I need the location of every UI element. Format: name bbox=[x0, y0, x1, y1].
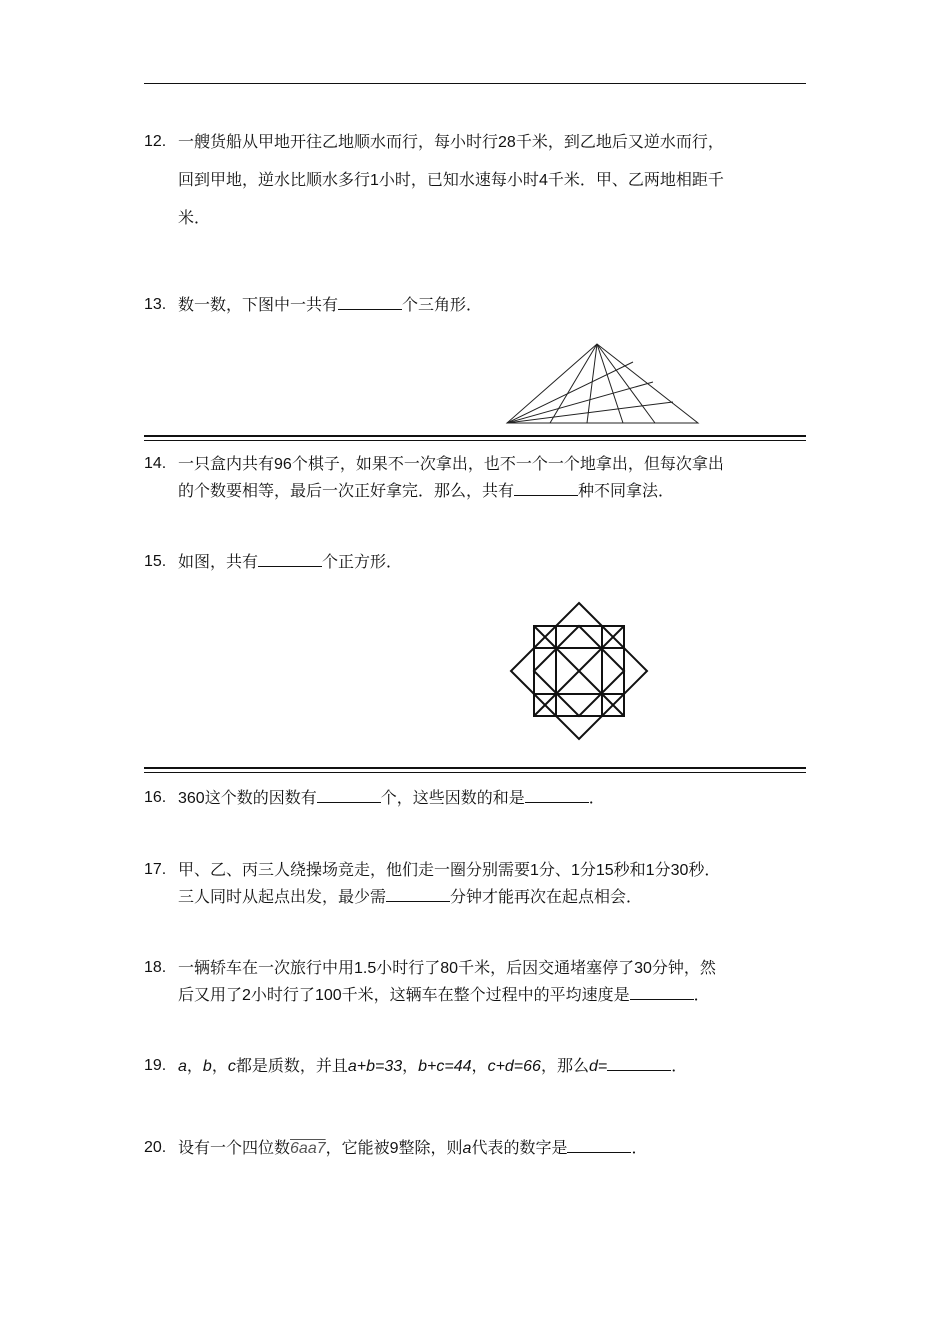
answer-blank[interactable] bbox=[338, 292, 402, 310]
question-20: 20. 设有一个四位数6aa7，它能被9整除，则a代表的数字是 ． bbox=[144, 1135, 814, 1162]
question-number: 16. bbox=[144, 789, 167, 806]
triangle-figure bbox=[505, 340, 701, 426]
question-number: 14. bbox=[144, 455, 167, 472]
question-number: 13. bbox=[144, 296, 167, 313]
answer-blank[interactable] bbox=[514, 478, 578, 496]
question-number: 12. bbox=[144, 133, 167, 150]
question-number: 17. bbox=[144, 861, 167, 878]
question-17: 17. 甲、乙、丙三人绕操场竞走，他们走一圈分别需要1分、1分15秒和1分30秒． 三人同时从起点出发，最少需 分钟才能再次在起点相会． bbox=[144, 857, 814, 910]
answer-blank[interactable] bbox=[607, 1053, 671, 1071]
question-12: 12. 一艘货船从甲地开往乙地顺水而行，每小时行28千米，到乙地后又逆水而行， 回到甲地，逆水比顺水多行1小时，已知水速每小时4千米．甲、乙两地相距千 米． bbox=[144, 123, 814, 236]
answer-blank[interactable] bbox=[258, 549, 322, 567]
question-19: 19. a，b，c都是质数，并且a+b=33，b+c=44，c+d=66，那么d= ． bbox=[144, 1053, 814, 1080]
answer-blank[interactable] bbox=[567, 1135, 631, 1153]
question-number: 20. bbox=[144, 1139, 167, 1156]
question-14: 14. 一只盒内共有96个棋子，如果不一次拿出，也不一个一个地拿出，但每次拿出 的个数要相等，最后一次正好拿完．那么，共有 种不同拿法． bbox=[144, 451, 814, 504]
question-18: 18. 一辆轿车在一次旅行中用1.5小时行了80千米，后因交通堵塞停了30分钟，然 后又用了2小时行了100千米，这辆车在整个过程中的平均速度是 ． bbox=[144, 955, 814, 1009]
section-divider bbox=[144, 435, 806, 441]
top-divider bbox=[144, 83, 806, 84]
question-number: 15. bbox=[144, 553, 167, 570]
question-16: 16. 360这个数的因数有 个，这些因数的和是 ． bbox=[144, 785, 814, 812]
answer-blank[interactable] bbox=[317, 785, 381, 803]
question-number: 18. bbox=[144, 959, 167, 976]
answer-blank[interactable] bbox=[630, 982, 694, 1000]
question-15: 15. 如图，共有 个正方形． bbox=[144, 549, 814, 575]
section-divider bbox=[144, 767, 806, 773]
four-digit-number: 6aa7 bbox=[290, 1140, 326, 1157]
answer-blank[interactable] bbox=[525, 785, 589, 803]
question-13: 13. 数一数，下图中一共有 个三角形． bbox=[144, 292, 814, 318]
squares-figure bbox=[508, 600, 650, 742]
answer-blank[interactable] bbox=[386, 884, 450, 902]
question-number: 19. bbox=[144, 1057, 167, 1074]
